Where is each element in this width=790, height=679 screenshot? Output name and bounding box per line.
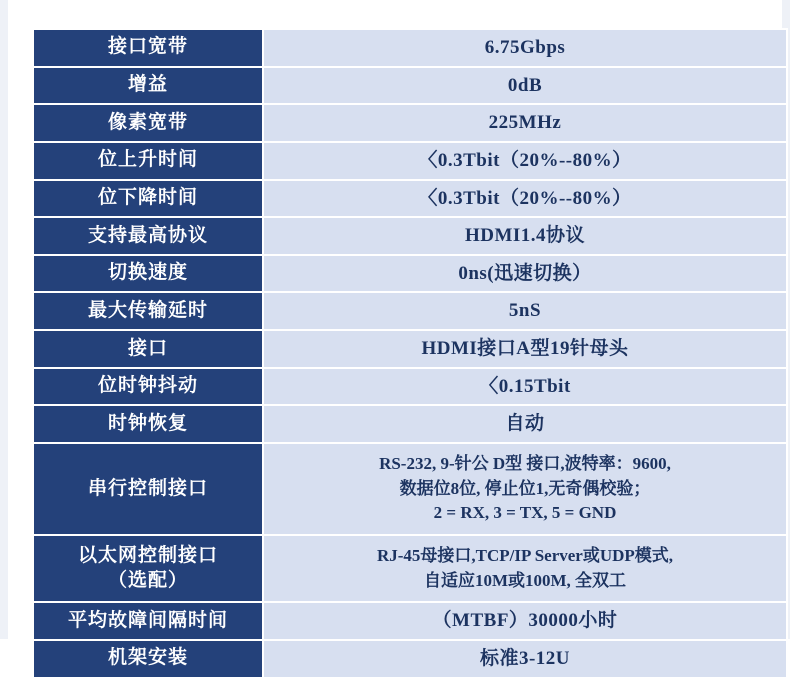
page-left-margin: [0, 0, 8, 639]
table-row: [33, 535, 787, 602]
spec-value: 自动: [263, 405, 787, 443]
spec-label: 机架安装: [33, 640, 263, 678]
spec-value: [263, 535, 787, 602]
table-row: [33, 104, 787, 142]
spec-value: 225MHz: [263, 104, 787, 142]
spec-label: [33, 535, 263, 602]
spec-value: 0dB: [263, 67, 787, 105]
table-row: [33, 368, 787, 406]
table-row: [33, 217, 787, 255]
table-row: [33, 405, 787, 443]
table-row: [33, 292, 787, 330]
table-row: [33, 142, 787, 180]
spec-label: 位下降时间: [33, 180, 263, 218]
specification-table: [32, 28, 788, 679]
spec-value: 〈0.3Tbit（20%--80%）: [263, 142, 787, 180]
spec-value-line: 2 = RX, 3 = TX, 5 = GND: [433, 503, 617, 523]
spec-value: （MTBF）30000小时: [263, 602, 787, 640]
spec-label: 最大传输延时: [33, 292, 263, 330]
spec-value: 5nS: [263, 292, 787, 330]
spec-value: 〈0.3Tbit（20%--80%）: [263, 180, 787, 218]
spec-value: 〈0.15Tbit: [263, 368, 787, 406]
spec-label: 串行控制接口: [33, 443, 263, 535]
spec-value: 标准3-12U: [263, 640, 787, 678]
spec-value: HDMI1.4协议: [263, 217, 787, 255]
spec-table-body: [33, 29, 787, 678]
spec-label-line: 以太网控制接口: [77, 544, 218, 566]
spec-value-line: RS-232, 9-针公 D型 接口,波特率：9600,: [379, 454, 671, 474]
spec-label: 增益: [33, 67, 263, 105]
spec-label: 像素宽带: [33, 104, 263, 142]
spec-value: HDMI接口A型19针母头: [263, 330, 787, 368]
spec-value: [263, 443, 787, 535]
table-row: [33, 443, 787, 535]
spec-label: 接口宽带: [33, 29, 263, 67]
table-row: [33, 640, 787, 678]
spec-label: 支持最高协议: [33, 217, 263, 255]
table-row: [33, 602, 787, 640]
table-row: [33, 255, 787, 293]
spec-label: 接口: [33, 330, 263, 368]
spec-label: 平均故障间隔时间: [33, 602, 263, 640]
spec-label: 切换速度: [33, 255, 263, 293]
spec-label: 位上升时间: [33, 142, 263, 180]
spec-label: 时钟恢复: [33, 405, 263, 443]
spec-value-line: 数据位8位, 停止位1,无奇偶校验；: [399, 478, 651, 498]
spec-value-line: RJ-45母接口,TCP/IP Server或UDP模式,: [376, 545, 674, 565]
spec-label-line: （选配）: [107, 569, 188, 591]
spec-table-container: [32, 28, 758, 679]
spec-value-line: 自适应10M或100M, 全双工: [423, 570, 627, 590]
spec-value: 6.75Gbps: [263, 29, 787, 67]
table-row: [33, 180, 787, 218]
spec-label: 位时钟抖动: [33, 368, 263, 406]
spec-value: 0ns(迅速切换）: [263, 255, 787, 293]
table-row: [33, 67, 787, 105]
table-row: [33, 330, 787, 368]
table-row: [33, 29, 787, 67]
